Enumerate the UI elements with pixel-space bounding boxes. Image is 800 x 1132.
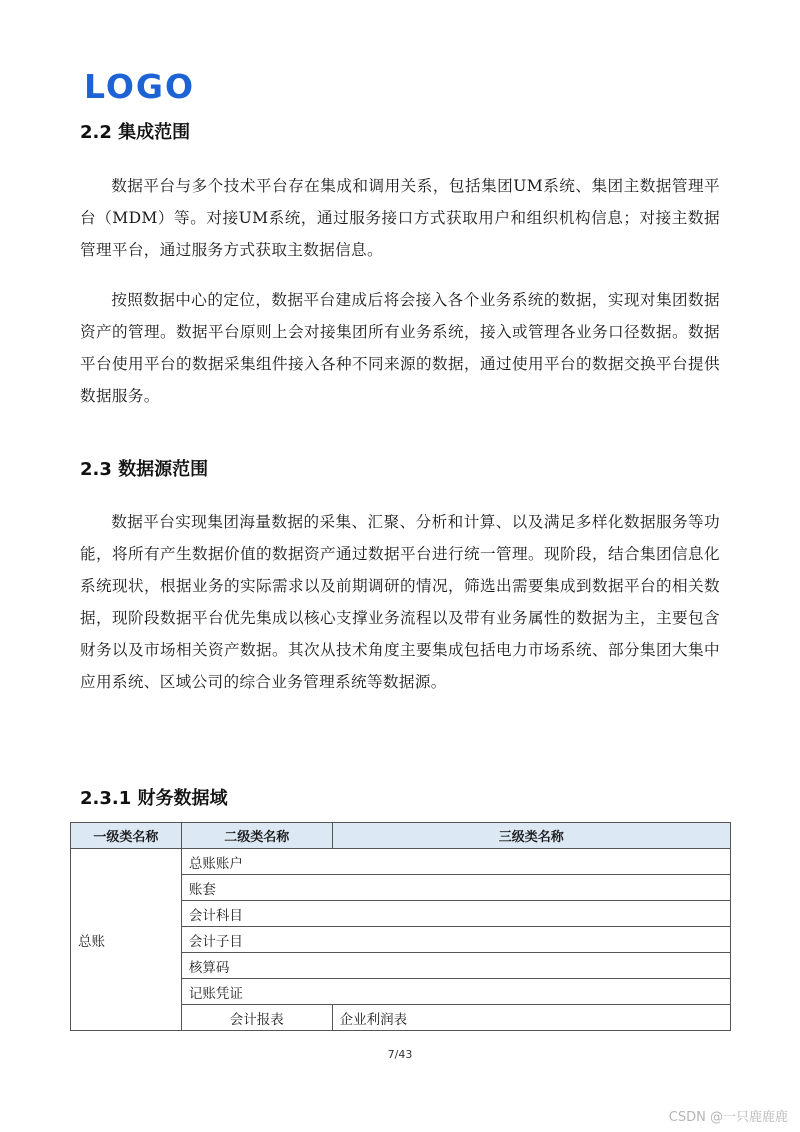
level2-cell: 会计子目 — [181, 927, 730, 953]
watermark: CSDN @一只鹿鹿鹿 — [668, 1110, 788, 1125]
section-2-2-paragraph-1: 数据平台与多个技术平台存在集成和调用关系，包括集团UM系统、集团主数据管理平台（MDM）等。对接UM系统，通过服务接口方式获取用户和组织机构信息；对接主数据管理平台，通过服务方式获取主数据信息。 — [80, 177, 720, 259]
section-2-3-paragraph-1: 数据平台实现集团海量数据的采集、汇聚、分析和计算、以及满足多样化数据服务等功能，将所有产生数据价值的数据资产通过数据平台进行统一管理。现阶段，结合集团信息化系统现状，根据业务的实际需求以及前期调研的情况，筛选出需要集成到数据平台的相关数据，现阶段数据平台优先集成以核心支撑业务流程以及带有业务属性的数据为主，主要包含财务以及市场相关资产数据。其次从技术角度主要集成包括电力市场系统、部分集团大集中应用系统、区域公司的综合业务管理系统等数据源。 — [80, 513, 720, 691]
section-2-3-1-title: 2.3.1 财务数据域 — [80, 788, 228, 809]
table-header-row — [71, 823, 731, 849]
section-2-2-paragraph-2: 按照数据中心的定位，数据平台建成后将会接入各个业务系统的数据，实现对集团数据资产的管理。数据平台原则上会对接集团所有业务系统，接入或管理各业务口径数据。数据平台使用平台的数据采集组件接入各种不同来源的数据，通过使用平台的数据交换平台提供数据服务。 — [80, 291, 720, 405]
table-row — [71, 849, 731, 875]
section-2-2-title: 2.2 集成范围 — [80, 122, 191, 143]
section-2-3-title: 2.3 数据源范围 — [80, 459, 209, 480]
level2-cell: 核算码 — [181, 953, 730, 979]
level2-cell: 总账账户 — [181, 849, 730, 875]
page-number: 7/43 — [387, 1048, 413, 1061]
header-level2: 二级类名称 — [181, 823, 332, 849]
level2-cell: 会计报表 — [181, 1005, 332, 1031]
level2-cell: 记账凭证 — [181, 979, 730, 1005]
level2-cell: 账套 — [181, 875, 730, 901]
level3-cell: 企业利润表 — [332, 1005, 730, 1031]
category-table — [70, 822, 731, 1031]
header-level3: 三级类名称 — [332, 823, 730, 849]
logo: LOGO — [84, 67, 196, 106]
level2-cell: 会计科目 — [181, 901, 730, 927]
level1-cell: 总账 — [71, 849, 182, 1031]
header-level1: 一级类名称 — [71, 823, 182, 849]
